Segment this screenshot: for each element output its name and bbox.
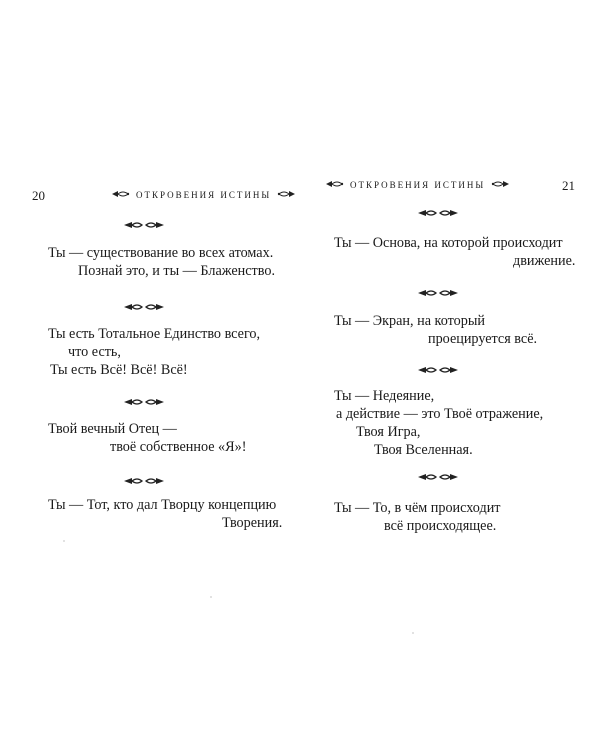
verse-line: проецируется всё. — [428, 331, 538, 347]
verse-line: Твоя Вселенная. — [374, 442, 473, 458]
verse-block — [334, 387, 543, 459]
verse-line: движение. — [513, 253, 576, 269]
verse-line: Твоя Игра, — [356, 424, 421, 440]
ornament-divider-icon — [124, 397, 164, 407]
ornament-divider-icon — [418, 365, 458, 375]
verse-block — [334, 499, 501, 535]
header-title-left: ОТКРОВЕНИЯ ИСТИНЫ — [136, 190, 272, 200]
verse-line: всё происходящее. — [384, 518, 497, 534]
scan-speck — [210, 596, 212, 598]
verse-line: Творения. — [222, 515, 283, 531]
ornament-divider-icon — [418, 472, 458, 482]
verse-block — [48, 420, 246, 456]
verse-line: что есть, — [68, 344, 121, 360]
scan-speck — [63, 540, 65, 542]
ornament-divider-icon — [124, 220, 164, 230]
page-number-right: 21 — [562, 178, 575, 193]
verse-line: твоё собственное «Я»! — [110, 439, 247, 455]
running-header-right — [326, 180, 509, 190]
verse-line: Ты — Недеяние, — [334, 388, 435, 404]
verse-line: Ты — То, в чём происходит — [334, 500, 501, 516]
ornament-divider-icon — [418, 288, 458, 298]
fleuron-right-icon — [277, 190, 295, 200]
verse-block — [334, 234, 575, 270]
page-number-left: 20 — [32, 188, 45, 203]
verse-line: Ты — существование во всех атомах. — [48, 245, 274, 261]
verse-line: Ты — Экран, на который — [334, 313, 485, 329]
verse-line: Ты есть Тотальное Единство всего, — [48, 326, 261, 342]
scan-speck — [412, 632, 414, 634]
verse-line: Ты — Тот, кто дал Творцу концепцию — [48, 497, 277, 513]
verse-line: Познай это, и ты — Блаженство. — [78, 263, 275, 279]
verse-line: Ты — Основа, на которой происходит — [334, 235, 563, 251]
ornament-divider-icon — [124, 476, 164, 486]
ornament-divider-icon — [418, 208, 458, 218]
verse-block — [48, 325, 260, 379]
verse-line: Ты есть Всё! Всё! Всё! — [50, 362, 188, 378]
verse-line: Твой вечный Отец — — [48, 421, 177, 437]
fleuron-left-icon — [326, 180, 344, 190]
fleuron-left-icon — [112, 190, 130, 200]
ornament-divider-icon — [124, 302, 164, 312]
verse-block — [48, 244, 275, 280]
verse-block — [48, 496, 282, 532]
fleuron-right-icon — [491, 180, 509, 190]
verse-line: а действие — это Твоё отражение, — [336, 406, 544, 422]
right-page — [300, 0, 600, 750]
verse-block — [334, 312, 537, 348]
header-title-right: ОТКРОВЕНИЯ ИСТИНЫ — [350, 180, 486, 190]
running-header-left — [112, 190, 295, 200]
